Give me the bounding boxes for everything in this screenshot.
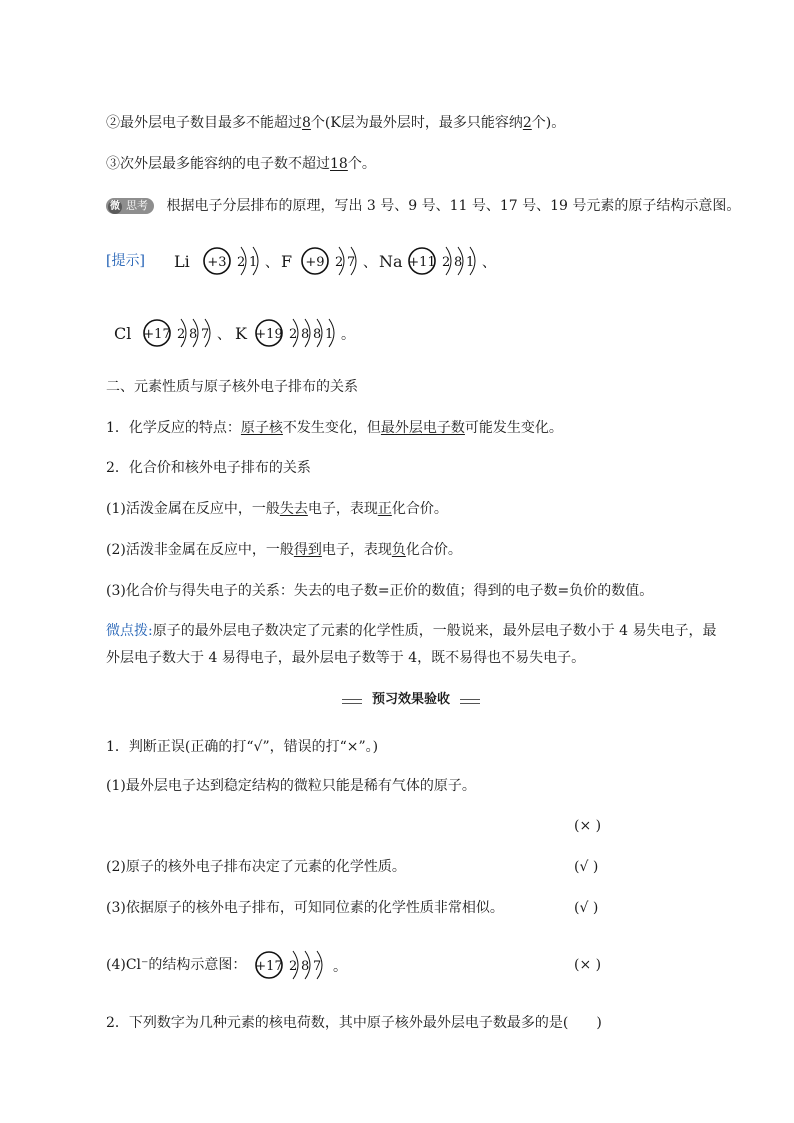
shell-electron-count: 2: [237, 255, 246, 270]
p22-text-e: 化合价。: [405, 542, 462, 558]
shell-electron-count: 8: [301, 327, 310, 342]
nucleus-charge: +3: [207, 255, 227, 270]
element-symbol: Li: [174, 252, 190, 271]
atom-diagrams-row2: [110, 310, 370, 356]
shell-electron-count: 7: [313, 959, 322, 974]
p21-answer-1: 失去: [279, 501, 308, 517]
shell-electron-count: 2: [289, 327, 298, 342]
rule3-text-c: 个。: [347, 156, 376, 172]
cl-ion-diagram: [252, 942, 362, 988]
p1-text-e: 可能发生变化。: [464, 420, 563, 436]
element-symbol: Na: [379, 252, 403, 271]
q1-item-3-answer: (√ ): [574, 900, 599, 916]
separator: 、: [482, 255, 496, 271]
check-title-text: 预习效果验收: [362, 690, 460, 710]
q1-item-2-answer: (√ ): [574, 859, 599, 875]
shell-electron-count: 1: [466, 255, 475, 270]
q1-item-1: (1)最外层电子达到稳定结构的微粒只能是稀有气体的原子。: [106, 778, 476, 794]
separator: 、: [217, 327, 231, 343]
tip-label: 微点拨:: [106, 623, 153, 639]
tip-line-1: [106, 621, 717, 641]
nucleus-charge: +17: [143, 327, 171, 342]
p22-answer-1: 得到: [293, 542, 322, 558]
p21-text-e: 化合价。: [391, 501, 448, 517]
paragraph-1: [106, 418, 563, 438]
paragraph-2: 2．化合价和核外电子排布的关系: [106, 460, 311, 476]
shell-electron-count: 2: [289, 959, 298, 974]
shell-electron-count: 7: [201, 327, 210, 342]
diagram-end-punct: 。: [333, 959, 347, 975]
p1-text-c: 不发生变化，但: [282, 420, 381, 436]
nucleus-charge: +11: [408, 255, 436, 270]
rule2-text-c: 个(K层为最外层时，最多只能容纳: [310, 115, 523, 131]
q1-item-3: (3)依据原子的核外电子排布，可知同位素的化学性质非常相似。: [106, 900, 504, 916]
rule2-text-a: ②最外层电子数目最多不能超过: [106, 115, 302, 131]
shell-electron-count: 8: [301, 959, 310, 974]
p21-text-a: (1)活泼金属在反应中，一般: [106, 501, 280, 517]
shell-electron-count: 2: [177, 327, 186, 342]
q2-stem: 2．下列数字为几种元素的核电荷数，其中原子核外最外层电子数最多的是( ): [106, 1015, 602, 1031]
think-badge-label: 思考: [126, 199, 148, 212]
shell-electron-count: 2: [335, 255, 344, 270]
p1-answer-1: 原子核: [240, 420, 283, 436]
nucleus-charge: +17: [255, 959, 283, 974]
rule3-text-a: ③次外层最多能容纳的电子数不超过: [106, 156, 330, 172]
p22-text-c: 电子，表现: [321, 542, 392, 558]
q1-stem: 1．判断正误(正确的打“√”，错误的打“×”。): [106, 739, 379, 755]
shell-electron-count: 8: [454, 255, 463, 270]
shell-electron-count: 8: [189, 327, 198, 342]
q1-item-4-answer: (× ): [574, 957, 602, 973]
p21-text-c: 电子，表现: [307, 501, 378, 517]
p1-answer-2: 最外层电子数: [380, 420, 465, 436]
separator: 。: [341, 327, 355, 343]
rule2-answer-1: 8: [302, 115, 311, 131]
p22-answer-2: 负: [391, 542, 406, 558]
rule2-answer-2: 2: [522, 115, 532, 131]
q1-item-4: (4)Cl⁻的结构示意图：: [106, 957, 247, 973]
element-symbol: K: [235, 324, 247, 343]
hint-label: [提示]: [106, 253, 145, 269]
p22-text-a: (2)活泼非金属在反应中，一般: [106, 542, 294, 558]
paragraph-2-2: [106, 540, 462, 560]
p1-text-a: 1．化学反应的特点：: [106, 420, 241, 436]
shell-electron-count: 1: [325, 327, 334, 342]
separator: 、: [265, 255, 279, 271]
shell-electron-count: 7: [347, 255, 356, 270]
think-badge: [106, 198, 154, 214]
shell-electron-count: 2: [442, 255, 451, 270]
p21-answer-2: 正: [377, 501, 392, 517]
paragraph-2-1: [106, 499, 448, 519]
tip-line-2: 外层电子数大于 4 易得电子，最外层电子数等于 4，既不易得也不易失电子。: [106, 650, 586, 666]
shell-electron-count: 8: [313, 327, 322, 342]
atom-diagrams-row1: [160, 238, 496, 284]
element-symbol: Cl: [114, 324, 132, 343]
q1-item-2: (2)原子的核外电子排布决定了元素的化学性质。: [106, 859, 406, 875]
paragraph-2-3: (3)化合价与得失电子的关系：失去的电子数=正价的数值；得到的电子数=负价的数值。: [106, 583, 654, 599]
separator: 、: [363, 255, 377, 271]
element-symbol: F: [281, 252, 293, 271]
shell-electron-count: 1: [249, 255, 258, 270]
rule3-answer: 18: [330, 156, 348, 172]
micro-icon: 微: [110, 201, 120, 212]
rule-sub-outer-shell: [106, 154, 376, 174]
check-section-title: [342, 690, 480, 710]
rule-outer-shell: [106, 113, 565, 133]
q1-item-1-answer: (× ): [574, 818, 602, 834]
nucleus-charge: +19: [255, 327, 283, 342]
think-prompt: [106, 196, 740, 216]
think-text: 根据电子分层排布的原理，写出 3 号、9 号、11 号、17 号、19 号元素的原子结构示意图。: [166, 198, 741, 214]
nucleus-charge: +9: [305, 255, 325, 270]
rule2-text-e: 个)。: [531, 115, 566, 131]
section-heading: 二、元素性质与原子核外电子排布的关系: [106, 379, 358, 395]
tip-text-1: 原子的最外层电子数决定了元素的化学性质，一般说来，最外层电子数小于 4 易失电子，最: [152, 623, 717, 639]
